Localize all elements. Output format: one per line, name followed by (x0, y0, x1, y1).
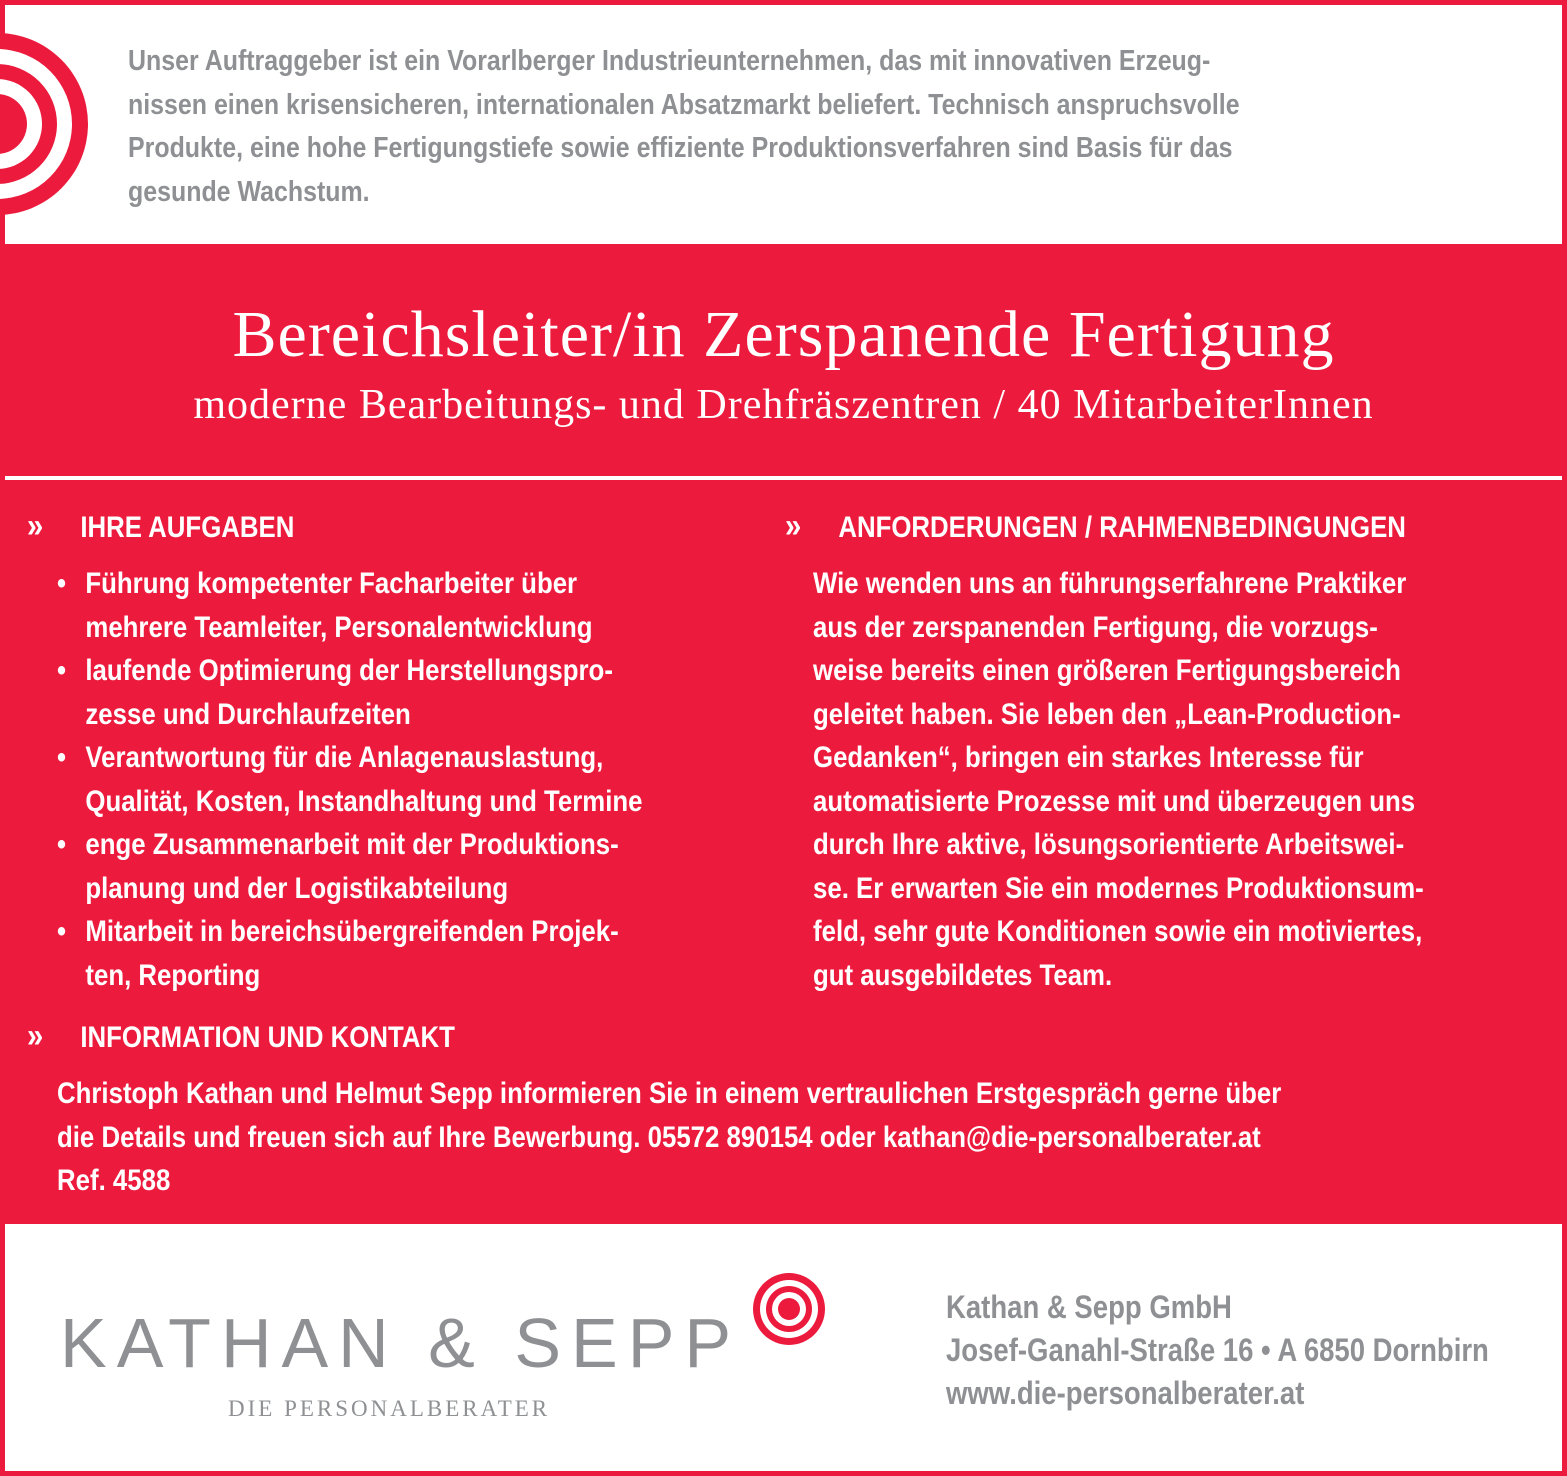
list-item-line: Verantwortung für die Anlagenauslastung, (85, 741, 604, 774)
req-line: durch Ihre aktive, lösungsorientierte Arbeitswei- (813, 828, 1405, 861)
req-line: gut ausgebildetes Team. (813, 958, 1113, 992)
list-item-line: planung und der Logistikabteilung (85, 871, 509, 905)
req-line: automatisierte Prozesse mit und überzeugen uns (813, 784, 1416, 818)
job-title: Bereichsleiter/in Zerspanende Fertigung (232, 298, 1335, 371)
company-logo: KATHAN & SEPP (60, 1304, 742, 1382)
intro-line: Unser Auftraggeber ist ein Vorarlberger Industrieunternehmen, das mit innovativen Erzeug- (128, 45, 1211, 77)
list-item (57, 562, 642, 649)
req-line: Gedanken“, bringen ein starkes Interesse für (813, 741, 1364, 774)
bullet-icon: • (57, 654, 67, 687)
contact-line: Christoph Kathan und Helmut Sepp informieren Sie in einem vertraulichen Erstgespräch gerne über (57, 1077, 1282, 1110)
list-item-line: mehrere Teamleiter, Personalentwicklung (85, 610, 593, 644)
job-subtitle: moderne Bearbeitungs- und Drehfräszentren / 40 MitarbeiterInnen (193, 382, 1374, 428)
req-line: feld, sehr gute Konditionen sowie ein motiviertes, (813, 915, 1423, 948)
req-line: weise bereits einen größeren Fertigungsbereich (813, 654, 1401, 687)
intro-line: Produkte, eine hohe Fertigungstiefe sowie effiziente Produktionsverfahren sind Basis für das (128, 132, 1233, 164)
company-name: Kathan & Sepp GmbH (946, 1289, 1232, 1325)
intro-line: nissen einen krisensicheren, internationalen Absatzmarkt beliefert. Technisch anspruchsvolle (128, 88, 1240, 121)
contact-line: Ref. 4588 (57, 1164, 171, 1197)
website-link[interactable]: www.die-personalberater.at (946, 1375, 1305, 1411)
heading-label: ANFORDERUNGEN / RAHMENBEDINGUNGEN (838, 511, 1406, 544)
list-item-line: Qualität, Kosten, Instandhaltung und Termine (85, 784, 643, 818)
req-line: Wie wenden uns an führungserfahrene Praktiker (813, 567, 1407, 600)
anforderungen-text (813, 562, 1424, 997)
list-item (57, 823, 642, 910)
bullet-icon: • (57, 915, 67, 948)
target-icon (0, 33, 88, 215)
aufgaben-list (57, 562, 642, 997)
chevron-double-icon: » (785, 507, 802, 545)
req-line: geleitet haben. Sie leben den „Lean-Production- (813, 697, 1401, 731)
contact-line: die Details und freuen sich auf Ihre Bewerbung. 05572 890154 oder kathan@die-personalberater.at (57, 1120, 1261, 1154)
logo-tagline: DIE PERSONALBERATER (228, 1396, 551, 1421)
req-line: aus der zerspanenden Fertigung, die vorzugs- (813, 610, 1378, 644)
list-item-line: zesse und Durchlaufzeiten (85, 697, 411, 731)
heading-label: IHRE AUFGABEN (80, 511, 295, 544)
heading-label: INFORMATION UND KONTAKT (80, 1021, 455, 1054)
chevron-double-icon: » (27, 1017, 44, 1055)
bullet-icon: • (57, 567, 67, 600)
street-address: Josef-Ganahl-Straße 16 • A 6850 Dornbirn (946, 1332, 1489, 1368)
bullet-icon: • (57, 828, 67, 861)
list-item-line: laufende Optimierung der Herstellungspro- (85, 654, 613, 687)
list-item-line: Führung kompetenter Facharbeiter über (85, 567, 578, 600)
job-panel (5, 244, 1562, 1224)
company-address (946, 1286, 1489, 1415)
list-item-line: enge Zusammenarbeit mit der Produktions- (85, 828, 619, 861)
divider (5, 476, 1562, 480)
section-heading-aufgaben (27, 508, 294, 546)
section-heading-anforderungen (785, 508, 1406, 546)
chevron-double-icon: » (27, 507, 44, 545)
kontakt-text (57, 1072, 1281, 1203)
list-item (57, 736, 642, 823)
list-item (57, 910, 642, 997)
list-item-line: ten, Reporting (85, 958, 261, 992)
bullet-icon: • (57, 741, 67, 774)
req-line: se. Er erwarten Sie ein modernes Produktionsum- (813, 871, 1424, 905)
section-heading-kontakt (27, 1018, 455, 1056)
target-icon (752, 1272, 826, 1351)
list-item (57, 649, 642, 736)
intro-line: gesunde Wachstum. (128, 175, 370, 208)
list-item-line: Mitarbeit in bereichsübergreifenden Projek- (85, 915, 619, 948)
intro-text (128, 40, 1332, 214)
